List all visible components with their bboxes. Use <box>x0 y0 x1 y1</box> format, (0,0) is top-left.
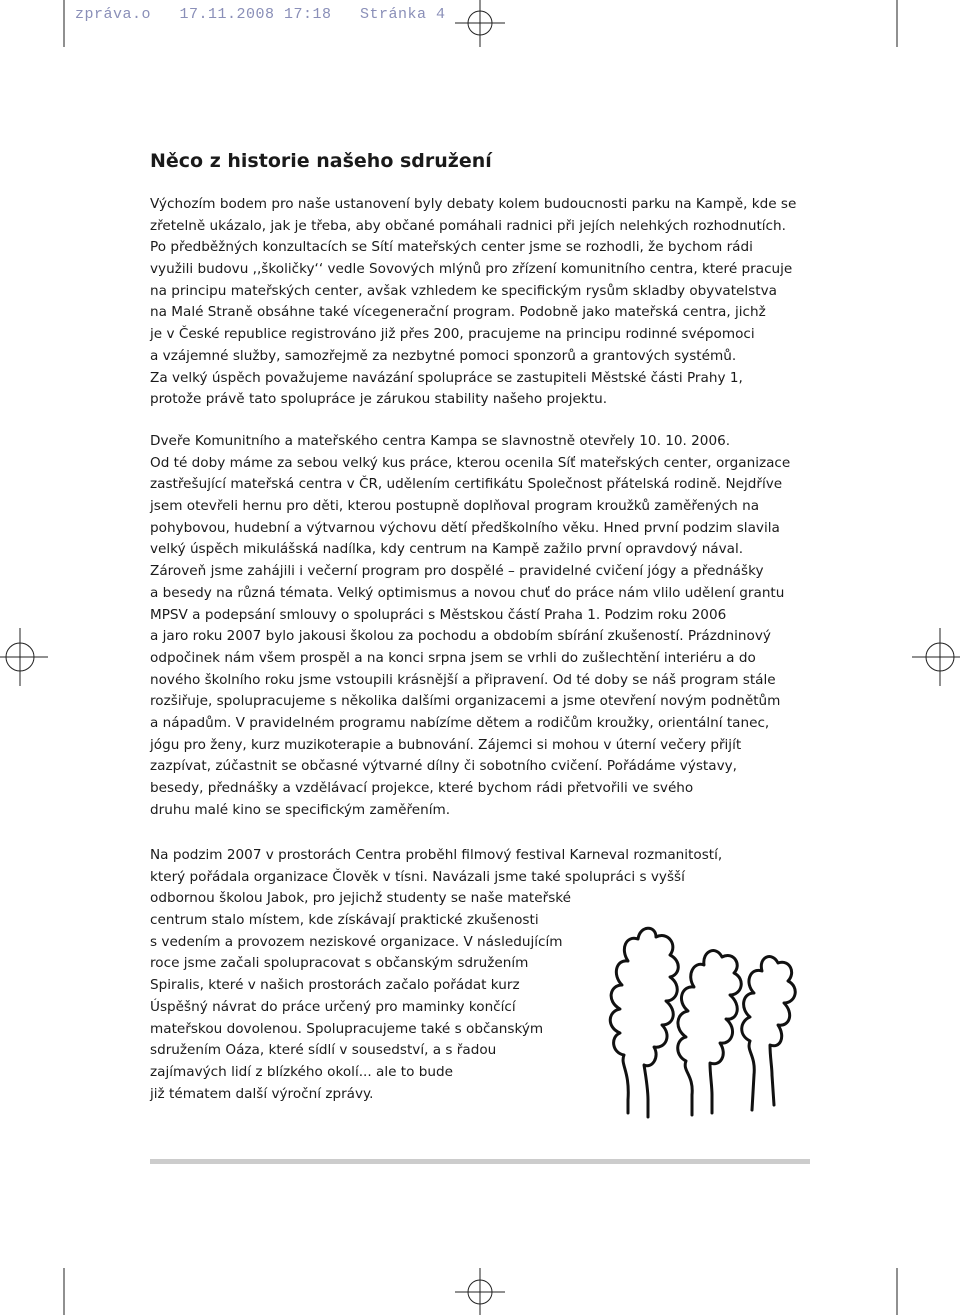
text-line: Výchozím bodem pro naše ustanovení byly debaty kolem budoucnosti parku na Kampě, kde se <box>150 196 797 212</box>
text-line: Dveře Komunitního a mateřského centra Kampa se slavnostně otevřely 10. 10. 2006. <box>150 433 731 449</box>
text-line: nového školního roku jsme vstoupili krásnější a připravení. Od té doby se náš program stále <box>150 671 776 688</box>
text-line: roce jsme začali spolupracovat s občanským sdružením <box>150 955 529 972</box>
text-line: centrum stalo místem, kde získávají praktické zkušenosti <box>150 912 539 929</box>
text-line: a jaro roku 2007 bylo jakousi školou za pochodu a obdobím sbírání zkušeností. Prázdninový <box>150 628 771 645</box>
text-line: jsem otevřeli hernu pro děti, kterou postupně doplňoval program kroužků zaměřených na <box>150 498 760 515</box>
text-line: Za velký úspěch považujeme navázání spolupráce se zastupiteli Městské části Prahy 1, <box>150 369 743 386</box>
registration-mark-bottom <box>455 1268 505 1315</box>
text-line: protože právě tato spolupráce je zárukou stability našeho projektu. <box>150 391 608 408</box>
text-line: je v České republice registrováno již přes 200, pracujeme na principu rodinné svépomoci <box>150 326 755 343</box>
text-line: a nápadům. V pravidelném programu nabízíme dětem a rodičům kroužky, orientální tanec, <box>150 714 770 731</box>
text-line: zřetelně ukázalo, jak je třeba, aby občané pomáhali radnici při jejích nelehkých rozhodnutích. <box>150 217 786 234</box>
three-trees-drawing-icon <box>590 905 810 1120</box>
text-line: na Malé Straně obsáhne také vícegenerační program. Podobně jako mateřská centra, jichž <box>150 304 766 321</box>
text-line: sdružením Oáza, které sídlí v sousedství, a s řadou <box>150 1042 497 1059</box>
paragraph-history <box>150 194 810 411</box>
text-line: a besedy na různá témata. Velký optimismus a novou chuť do práce nám vlilo udělení grantu <box>150 584 785 601</box>
text-line: Zároveň jsme zahájili i večerní program pro dospělé – pravidelné cvičení jógy a přednášky <box>150 563 764 580</box>
text-line: a vzájemné služby, samozřejmě za nezbytné pomoci sponzorů a grantových systémů. <box>150 347 737 364</box>
text-line: Spiralis, které v našich prostorách začalo pořádat kurz <box>150 977 520 994</box>
text-line: zazpívat, zúčastnit se občasné výtvarné dílny či sobotního cvičení. Pořádáme výstavy, <box>150 758 738 775</box>
text-line: Úspěšný návrat do práce určený pro maminky končící <box>150 998 516 1015</box>
registration-mark-top <box>455 0 505 47</box>
text-line: mateřskou dovolenou. Spolupracujeme také s občanským <box>150 1020 544 1037</box>
text-line: Po předběžných konzultacích se Sítí mateřských center jsme se rozhodli, že bychom rádi <box>150 239 753 256</box>
text-line: odbornou školou Jabok, pro jejichž studenty se naše mateřské <box>150 890 572 907</box>
text-line: rozšiřuje, spolupracujeme s několika dalšími organizacemi a jsme otevření novým podnětům <box>150 693 781 710</box>
text-line: jógu pro ženy, kurz muzikoterapie a bubnování. Zájemci si mohou v úterní večery přijít <box>150 736 742 753</box>
text-line: Od té doby máme za sebou velký kus práce, kterou ocenila Síť mateřských center, organizace <box>150 454 791 471</box>
text-line: druhu malé kino se specifickým zaměřením. <box>150 801 451 818</box>
text-line: MPSV a podepsání smlouvy o spolupráci s Městskou částí Praha 1. Podzim roku 2006 <box>150 606 727 623</box>
text-line: který pořádala organizace Člověk v tísni. Navázali jsme také spolupráci s vyšší <box>150 868 685 885</box>
text-line: zajímavých lidí z blízkého okolí... ale to bude <box>150 1063 454 1080</box>
registration-mark-right <box>912 628 960 686</box>
text-line: Na podzim 2007 v prostorách Centra proběhl filmový festival Karneval rozmanitostí, <box>150 847 723 863</box>
page-title: Něco z historie našeho sdružení <box>150 150 492 172</box>
text-line: pohybovou, hudební a výtvarnou výchovu dětí předškolního věku. Hned první podzim slavila <box>150 519 780 536</box>
text-line: odpočinek nám všem prospěl a na konci srpna jsem se vrhli do zušlechtění interiéru a do <box>150 649 756 666</box>
text-line: s vedením a provozem neziskové organizace. V následujícím <box>150 933 563 950</box>
slug-line: zpráva.o 17.11.2008 17:18 Stránka 4 <box>75 6 446 23</box>
paragraph-opening <box>150 431 810 821</box>
registration-mark-left <box>0 628 48 686</box>
text-line: využili budovu ,,školičky‘‘ vedle Sovových mlýnů pro zřízení komunitního centra, které pracuje <box>150 261 793 278</box>
footer-rule <box>150 1159 810 1164</box>
text-line: velký úspěch mikulášská nadílka, kdy centrum na Kampě zažilo první opravdový nával. <box>150 541 744 558</box>
text-line: na principu mateřských center, avšak vzhledem ke specifickým rysům skladby obyvatelstva <box>150 282 777 299</box>
text-line: již tématem další výroční zprávy. <box>150 1085 374 1102</box>
text-line: besedy, přednášky a vzdělávací projekce, které bychom rádi přetvořili ve svého <box>150 780 694 796</box>
text-line: zastřešující mateřská centra v ČR, udělením certifikátu Společnost přátelská rodině. Nejdříve <box>150 476 783 493</box>
